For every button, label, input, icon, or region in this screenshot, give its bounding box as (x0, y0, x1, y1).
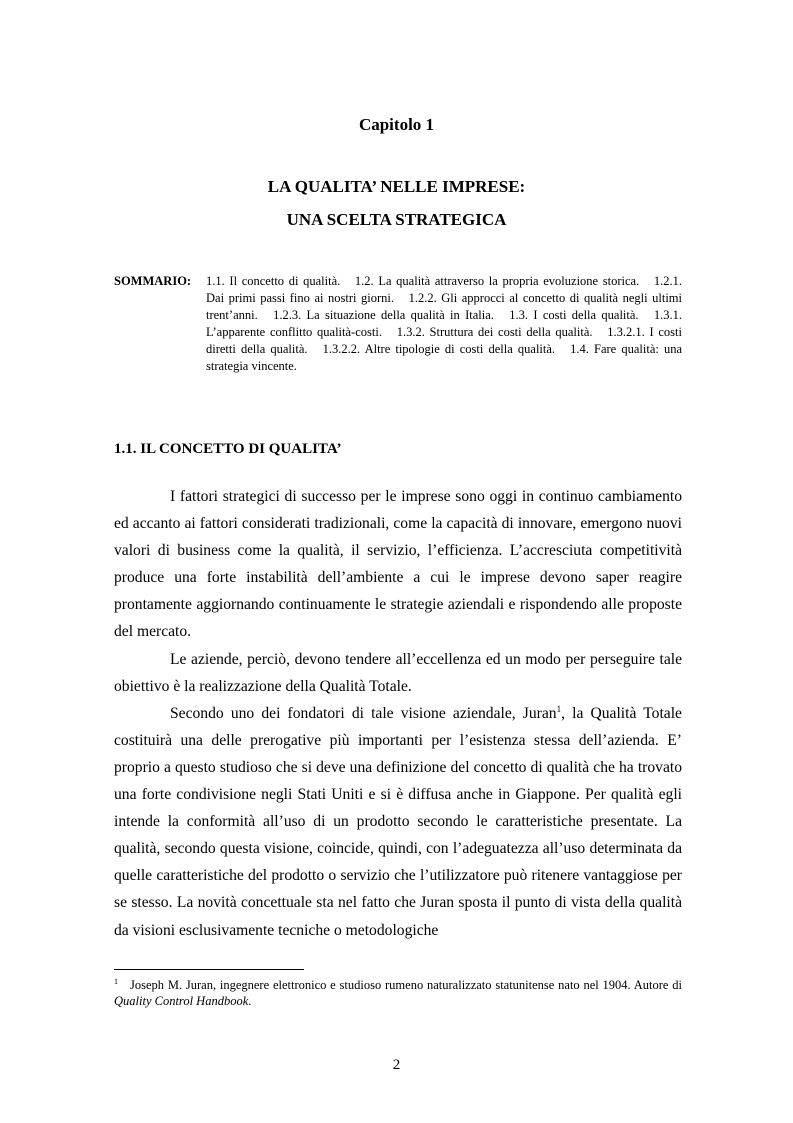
footnote (114, 977, 682, 1009)
paragraph (114, 700, 682, 944)
page-number: 2 (392, 1057, 401, 1073)
footnote-end: . (248, 994, 252, 1008)
paragraph: Le aziende, perciò, devono tendere all’eccellenza ed un modo per perseguire tale obiettivo è la realizzazione della Qualità Totale. (114, 650, 682, 695)
chapter-label: Capitolo 1 (358, 115, 435, 134)
summary-item: 1.2.1. Dai primi passi fino ai nostri giorni. (206, 274, 683, 305)
summary-label: SOMMARIO: (114, 274, 192, 288)
footnote-reference: 1 (556, 703, 562, 714)
summary-item: 1.1. Il concetto di qualità. (206, 274, 341, 288)
summary-item: 1.2. La qualità attraverso la propria evoluzione storica. (354, 274, 640, 288)
summary-item: 1.2.3. La situazione della qualità in Italia. (273, 308, 494, 322)
section-heading: 1.1. IL CONCETTO DI QUALITA’ (114, 441, 342, 457)
footnote-divider (114, 969, 304, 970)
footnote-text: Joseph M. Juran, ingegnere elettronico e studioso rumeno naturalizzato statunitense nato nel 1904. Autore di (130, 978, 682, 992)
summary-item: 1.3.1. L’apparente conflitto qualità-costi. (206, 308, 683, 339)
paragraph: I fattori strategici di successo per le imprese sono oggi in continuo cambiamento ed accanto ai fattori considerati tradizionali, come la capacità di innovare, emergono nuovi valori di business come la qualità, il servizio, l’efficienza. L’accresciuta competitività produce una forte instabilità dell’ambiente a cui le imprese devono saper reagire prontamente aggiornando continuamente le strategie aziendali e rispondendo alle proposte del mercato. (114, 488, 682, 641)
summary-item: 1.3. I costi della qualità. (509, 308, 639, 322)
paragraph-text: Secondo uno dei fondatori di tale visione aziendale, Juran (170, 704, 557, 722)
summary-item: 1.3.2.2. Altre tipologie di costi della qualità. (322, 342, 556, 356)
summary-item: 1.2.2. Gli approcci al concetto di qualità negli ultimi trent’anni. (206, 291, 682, 322)
footnote-marker: 1 (114, 976, 118, 986)
summary-block (114, 273, 682, 375)
summary-item: 1.3.2. Struttura dei costi della qualità. (396, 325, 593, 339)
summary-body (206, 273, 682, 375)
paragraph-text: , la Qualità Totale costituirà una delle prerogative più importanti per l’esistenza stessa dell’azienda. E’ proprio a questo studioso che si deve una definizione del concetto di qualità che ha trovato una forte condivisione negli Stati Uniti e si è diffusa anche in Giappone. Per qualità egli intende la conformità all’uso di un prodotto secondo le caratteristiche presentate. La qualità, secondo questa visione, coincide, quindi, con l’adeguatezza all’uso determinata da quelle caratteristiche del prodotto o servizio che l’utilizzatore può ritenere vantaggiose per se stesso. La novità concettuale sta nel fatto che Juran sposta il punto di vista della qualità da visioni esclusivamente tecniche o metodologiche (114, 704, 682, 939)
summary-item: 1.3.2.1. I costi diretti della qualità. (206, 325, 682, 356)
summary-item: 1.4. Fare qualità: una strategia vincente. (206, 342, 682, 373)
footnote-book-title: Quality Control Handbook (114, 994, 249, 1008)
chapter-title-line-1: LA QUALITA’ NELLE IMPRESE: (267, 177, 526, 196)
body-text (114, 483, 682, 944)
chapter-title-line-2: UNA SCELTA STRATEGICA (286, 210, 507, 229)
